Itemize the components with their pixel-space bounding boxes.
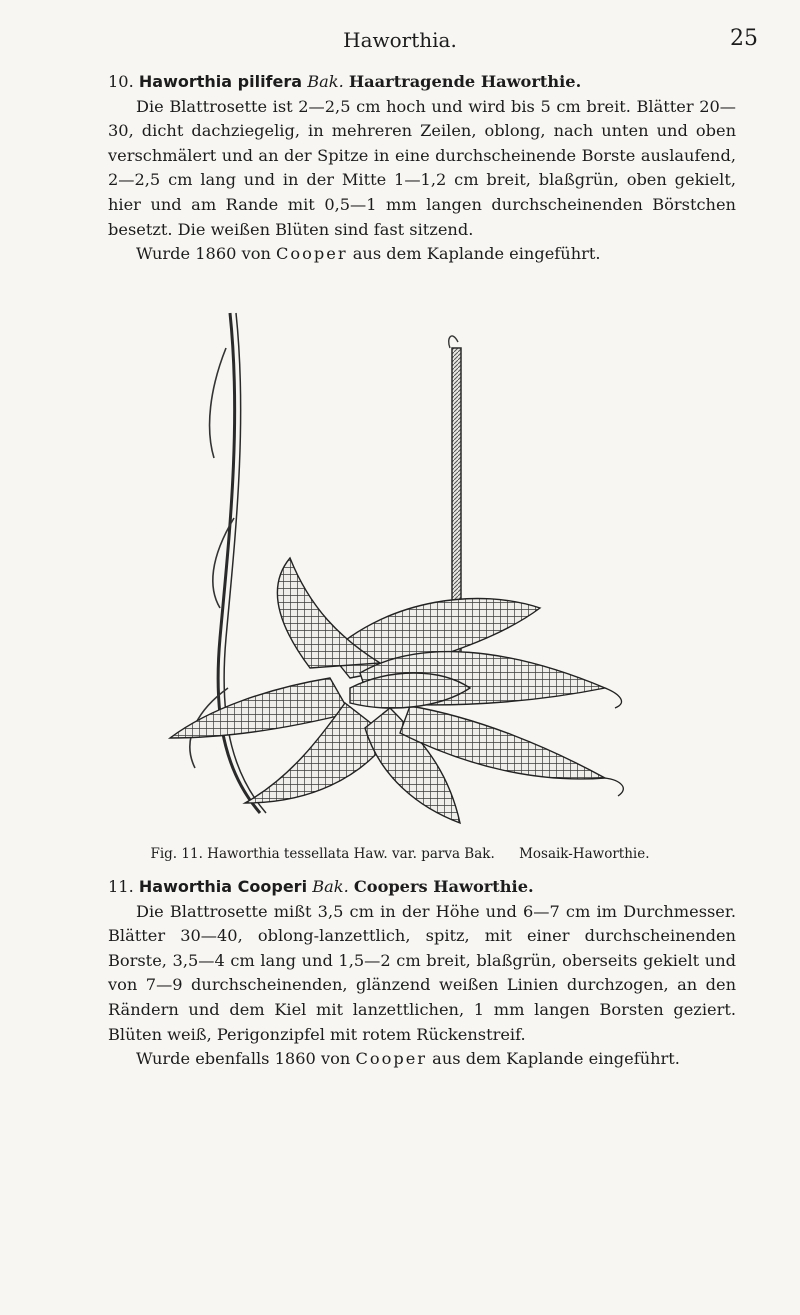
entry-heading — [108, 70, 736, 95]
figure-label: Fig. 11. — [150, 846, 203, 862]
entry-11 — [108, 875, 736, 1072]
text-line: weißen Blüten sind fast sitzend. — [210, 219, 474, 239]
description-paragraph — [108, 95, 736, 243]
text-line: verschmälert und an der Spitze in eine durchscheinende Borste auslaufend, — [108, 145, 736, 165]
origin-paragraph — [108, 1047, 736, 1072]
running-title: Haworthia. — [343, 28, 457, 52]
origin-text: aus dem Kaplande eingeführt. — [432, 1049, 680, 1069]
text-line: Kiel mit lanzettlichen, 1 mm langen Borsten geziert. Blüten weiß, Perigonzipfel — [108, 999, 736, 1044]
figure-caption — [0, 846, 800, 862]
collector-name: Cooper — [355, 1049, 428, 1069]
page-number: 25 — [730, 26, 758, 51]
botanical-illustration — [150, 308, 640, 838]
text-line: Die Blattrosette mißt 3,5 cm in der Höhe und 6—7 cm im Durchmesser. — [136, 901, 736, 921]
text-line: 3,5—4 cm lang und 1,5—2 cm breit, blaßgrün, oberseits gekielt und von 7—9 — [108, 950, 736, 995]
common-name: Haartragende Haworthie. — [348, 72, 582, 91]
figure-common-name: Mosaik-Haworthie. — [519, 846, 650, 862]
origin-text: aus dem Kaplande eingeführt. — [352, 244, 601, 264]
entry-number: 10. — [108, 72, 134, 91]
page-header — [0, 26, 800, 56]
origin-text: Wurde 1860 von — [136, 244, 271, 264]
species-name: Haworthia pilifera — [138, 72, 303, 91]
text-line: Blätter 30—40, oblong-lanzettlich, spitz, mit einer durchscheinenden Borste, — [108, 926, 736, 970]
species-author: Bak. — [307, 72, 344, 91]
text-line: und am Rande mit 0,5—1 mm langen durchscheinenden Börstchen besetzt. Die — [108, 194, 736, 239]
text-line: durchscheinenden, glänzend weißen Linien durchzogen, an den Rändern und dem — [108, 975, 736, 1019]
common-name: Coopers Haworthie. — [353, 877, 534, 896]
text-line: 2—2,5 cm lang und in der Mitte 1—1,2 cm breit, blaßgrün, oben gekielt, hier — [108, 170, 736, 214]
species-name: Haworthia Cooperi — [138, 877, 308, 896]
entry-10 — [108, 70, 736, 267]
origin-paragraph — [108, 242, 736, 267]
text-line: mit rotem Rückenstreif. — [330, 1024, 526, 1044]
origin-text: Wurde ebenfalls 1860 von — [136, 1049, 351, 1069]
figure-latin-name: Haworthia tessellata Haw. var. parva Bak. — [207, 846, 495, 862]
entry-heading — [108, 875, 736, 900]
description-paragraph — [108, 900, 736, 1048]
text-line: 20—30, dicht dachziegelig, in mehreren Zeilen, oblong, nach unten und oben — [108, 96, 736, 141]
haworthia-drawing — [150, 308, 640, 838]
collector-name: Cooper — [276, 244, 348, 264]
species-author: Bak. — [312, 877, 349, 896]
entry-number: 11. — [108, 877, 134, 896]
text-line: Die Blattrosette ist 2—2,5 cm hoch und wird bis 5 cm breit. Blätter — [136, 96, 694, 116]
